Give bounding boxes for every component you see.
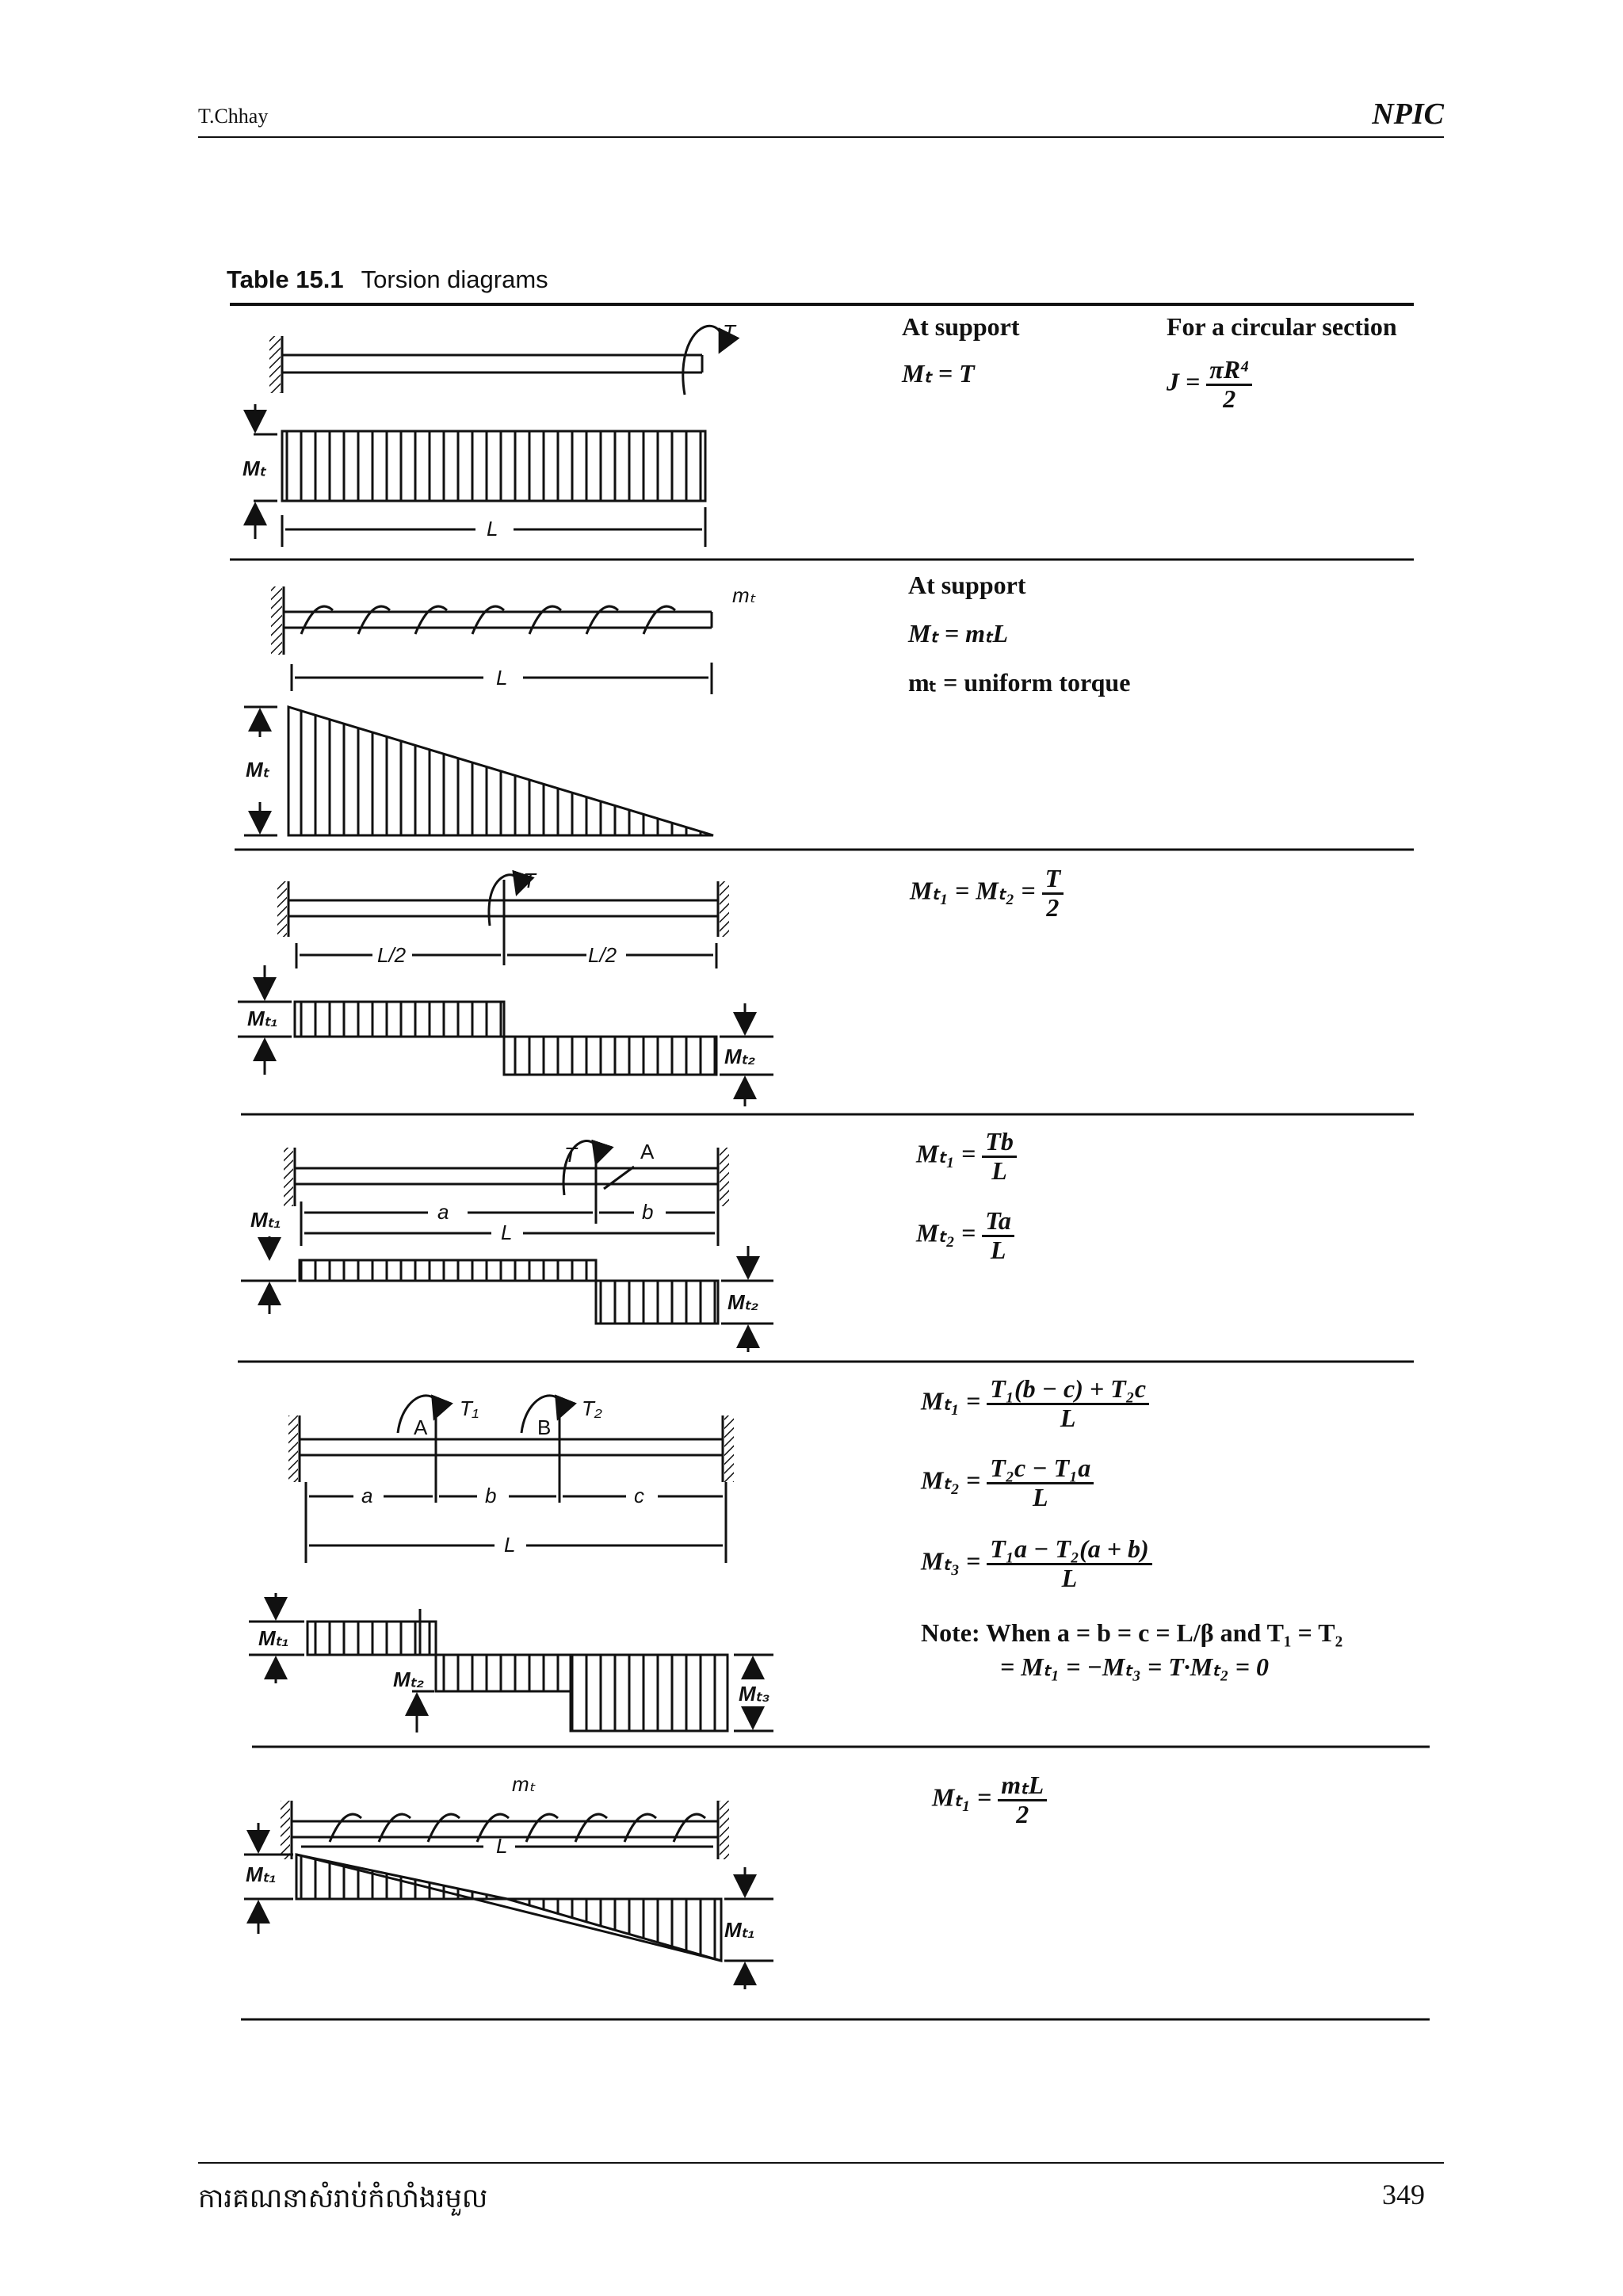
row5-note-line2: = Mₜ₁ = −Mₜ₃ = T·Mₜ₂ = 0	[1000, 1652, 1270, 1681]
row1-torque-label: T	[723, 320, 735, 344]
row4-f2-lhs: Mₜ₂ =	[916, 1218, 976, 1247]
row2-formula2: mₜ = uniform torque	[908, 668, 1131, 697]
row1-diagram	[254, 326, 722, 547]
row1-length-label: L	[487, 517, 498, 541]
row3-formula	[910, 865, 1064, 921]
row2-col1-heading: At support	[908, 571, 1026, 599]
table-caption: Torsion diagrams	[361, 266, 548, 293]
row5-f2-num: T₂c − T₁a	[987, 1455, 1094, 1484]
row3-torque-label: T	[523, 869, 536, 892]
row4-f1-num: Tb	[982, 1129, 1017, 1158]
row5-formula3	[921, 1536, 1152, 1591]
row4-f1-fraction	[982, 1129, 1017, 1184]
row6-den: 2	[1016, 1799, 1029, 1828]
row4-formula2	[916, 1208, 1014, 1263]
row1-col2-lhs: J =	[1167, 367, 1201, 396]
row5-a-label: a	[361, 1484, 373, 1507]
row5-pointA-label: A	[414, 1415, 428, 1439]
row5-f2-lhs: Mₜ₂ =	[921, 1465, 981, 1495]
row5-b-label: b	[485, 1484, 497, 1507]
row4-length-label: L	[501, 1221, 513, 1244]
row1-col2-formula	[1167, 357, 1252, 412]
row5-f1-fraction	[987, 1376, 1149, 1431]
row5-f2-den: L	[1033, 1482, 1048, 1511]
row5-formula2	[921, 1455, 1094, 1511]
row5-m3-label: Mₜ₃	[739, 1682, 770, 1706]
row5-f2-fraction	[987, 1455, 1094, 1511]
row4-f1-lhs: Mₜ₁ =	[916, 1139, 976, 1168]
row4-diagram	[241, 1141, 773, 1352]
row2-load-label: mₜ	[732, 583, 756, 607]
row5-f1-den: L	[1060, 1403, 1076, 1432]
row2-formula1: Mₜ = mₜL	[908, 619, 1008, 648]
row1-col2-den: 2	[1223, 384, 1236, 413]
row4-m2-label: Mₜ₂	[727, 1290, 759, 1314]
header-author: T.Chhay	[198, 105, 269, 128]
row5-f1-num: T₁(b − c) + T₂c	[987, 1376, 1149, 1405]
row4-m1-label: Mₜ₁	[250, 1208, 281, 1232]
row5-formula1	[921, 1376, 1149, 1431]
row2-moment-label: Mₜ	[246, 758, 269, 781]
row3-half-left-label: L/2	[377, 943, 407, 967]
row5-t1-label: T₁	[460, 1396, 479, 1420]
row4-f2-fraction	[982, 1208, 1014, 1263]
row1-col2-fraction	[1206, 357, 1252, 412]
row5-length-label: L	[504, 1533, 516, 1557]
row1-col2-num: πR⁴	[1206, 357, 1252, 386]
row3-half-right-label: L/2	[588, 943, 617, 967]
row4-f2-num: Ta	[982, 1208, 1014, 1237]
row1-moment-label: Mₜ	[242, 457, 266, 480]
row4-formula1	[916, 1129, 1017, 1184]
row3-fraction	[1042, 865, 1064, 921]
row6-length-label: L	[496, 1834, 508, 1858]
row6-diagram	[244, 1801, 773, 1989]
table-number: Table 15.1	[227, 266, 344, 293]
row6-load-label: mₜ	[512, 1772, 536, 1796]
row5-f1-lhs: Mₜ₁ =	[921, 1386, 981, 1415]
row1-col1-formula: Mₜ = T	[902, 359, 975, 388]
row4-a-label: a	[437, 1200, 449, 1224]
row6-lhs: Mₜ₁ =	[932, 1782, 992, 1812]
row6-m1-label: Mₜ₁	[246, 1862, 277, 1886]
row3-den: 2	[1046, 892, 1060, 922]
header-org: NPIC	[1372, 97, 1444, 131]
row5-f3-den: L	[1061, 1563, 1078, 1592]
row6-m2-label: Mₜ₁	[724, 1918, 755, 1942]
row5-diagram	[249, 1396, 773, 1733]
footer-rule	[198, 2162, 1444, 2164]
row6-fraction	[998, 1772, 1047, 1828]
row3-num: T	[1042, 865, 1064, 895]
row6-num: mₜL	[998, 1772, 1047, 1801]
row1-col2-heading: For a circular section	[1167, 312, 1397, 341]
row2-length-label: L	[496, 666, 508, 690]
row4-f1-den: L	[991, 1156, 1007, 1185]
row5-f3-lhs: Mₜ₃ =	[921, 1546, 981, 1576]
row4-point-label: A	[640, 1140, 655, 1163]
row6-formula	[932, 1772, 1047, 1828]
row2-diagram	[244, 586, 713, 835]
row5-f3-fraction	[987, 1536, 1151, 1591]
row5-f3-num: T₁a − T₂(a + b)	[987, 1536, 1151, 1565]
row5-pointB-label: B	[537, 1415, 552, 1439]
row1-col1-heading: At support	[902, 312, 1020, 341]
row4-b-label: b	[642, 1200, 654, 1224]
row5-t2-label: T₂	[582, 1396, 602, 1420]
row3-m1-label: Mₜ₁	[247, 1007, 278, 1030]
footer-khmer-title: ការគណនាសំរាប់កំលាំងរមួល	[198, 2184, 488, 2214]
row5-m2-label: Mₜ₂	[393, 1668, 425, 1691]
row5-c-label: c	[634, 1484, 644, 1507]
row4-f2-den: L	[990, 1235, 1006, 1264]
row4-torque-label: T	[564, 1143, 577, 1167]
row5-m1-label: Mₜ₁	[258, 1626, 289, 1650]
page-number: 349	[1382, 2179, 1425, 2210]
row5-note-line1: Note: When a = b = c = L/β and T₁ = T₂	[921, 1618, 1343, 1647]
row3-diagram	[238, 875, 773, 1106]
row3-lhs: Mₜ₁ = Mₜ₂ =	[910, 876, 1036, 905]
row3-m2-label: Mₜ₂	[724, 1045, 756, 1068]
